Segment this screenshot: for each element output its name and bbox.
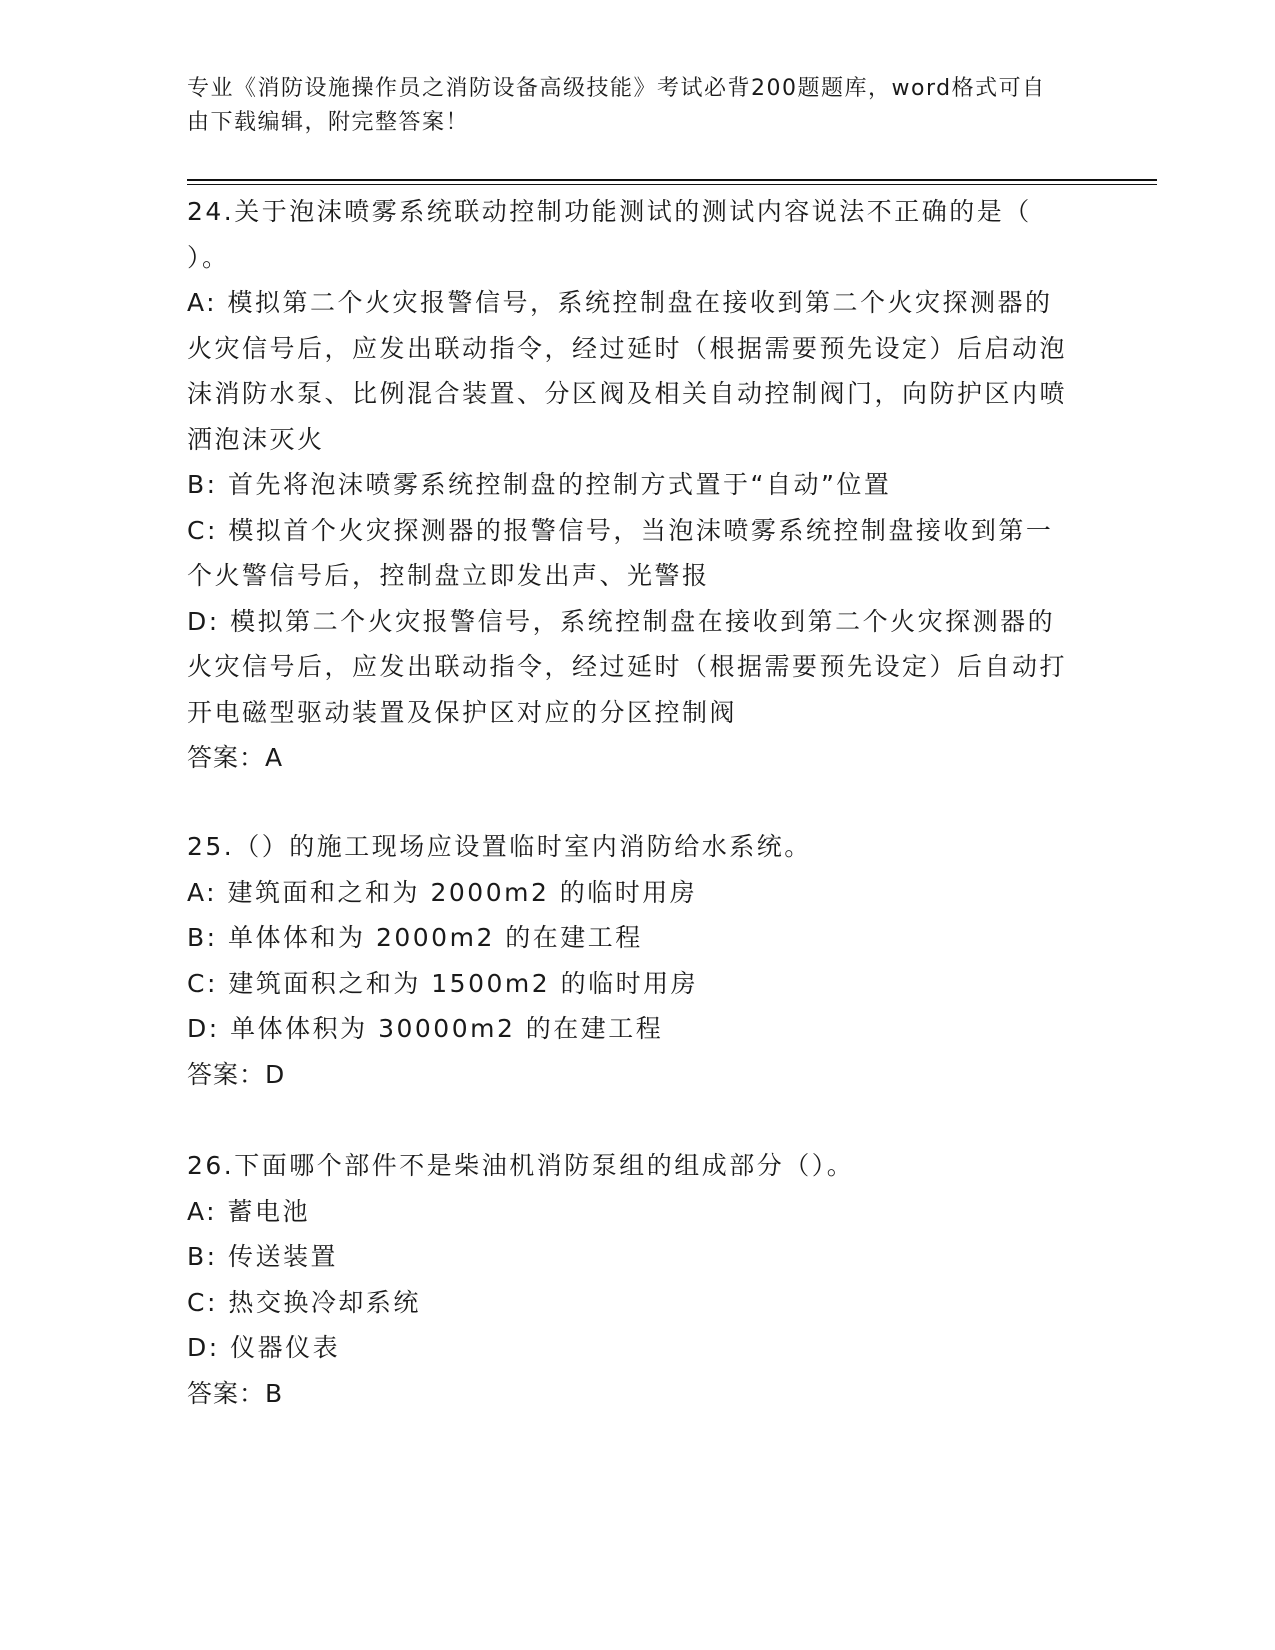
header-rule-thin [187,184,1157,185]
question-stem: 26.下面哪个部件不是柴油机消防泵组的组成部分（）。 [187,1151,855,1180]
question-25 [187,824,1067,1097]
option-b: B: 首先将泡沫喷雾系统控制盘的控制方式置于“自动”位置 [187,470,892,499]
option-b: B: 传送装置 [187,1242,339,1271]
header-rule-thick [187,179,1157,181]
question-26 [187,1143,1067,1416]
header-text: 专业《消防设施操作员之消防设备高级技能》考试必背200题题库，word格式可自由下载编辑，附完整答案！ [187,76,1046,135]
question-24 [187,189,1067,781]
question-stem: 25.（）的施工现场应设置临时室内消防给水系统。 [187,832,812,861]
answer: 答案：B [187,1378,284,1408]
answer: 答案：A [187,743,284,772]
option-a: A: 模拟第二个火灾报警信号，系统控制盘在接收到第二个火灾探测器的火灾信号后，应发出联动指令，经过延时（根据需要预先设定）后启动泡沫消防水泵、比例混合装置、分区阀及相关自动控制阀门，向防护区内喷洒泡沫灭火 [187,288,1068,454]
page-header [187,72,1067,140]
option-d: D: 仪器仪表 [187,1333,341,1362]
answer: 答案：D [187,1059,286,1089]
question-stem: 24.关于泡沫喷雾系统联动控制功能测试的测试内容说法不正确的是（ ）。 [187,197,1032,272]
option-d: D: 单体体积为 30000m2 的在建工程 [187,1014,664,1043]
option-a: A: 蓄电池 [187,1196,311,1226]
option-c: C: 热交换冷却系统 [187,1287,421,1317]
option-a: A: 建筑面和之和为 2000m2 的临时用房 [187,877,698,907]
option-b: B: 单体体和为 2000m2 的在建工程 [187,923,643,952]
option-d: D: 模拟第二个火灾报警信号，系统控制盘在接收到第二个火灾探测器的火灾信号后，应发出联动指令，经过延时（根据需要预先设定）后自动打开电磁型驱动装置及保护区对应的分区控制阀 [187,606,1068,727]
option-c: C: 建筑面积之和为 1500m2 的临时用房 [187,968,699,998]
option-c: C: 模拟首个火灾探测器的报警信号，当泡沫喷雾系统控制盘接收到第一个火警信号后，控制盘立即发出声、光警报 [187,515,1054,590]
